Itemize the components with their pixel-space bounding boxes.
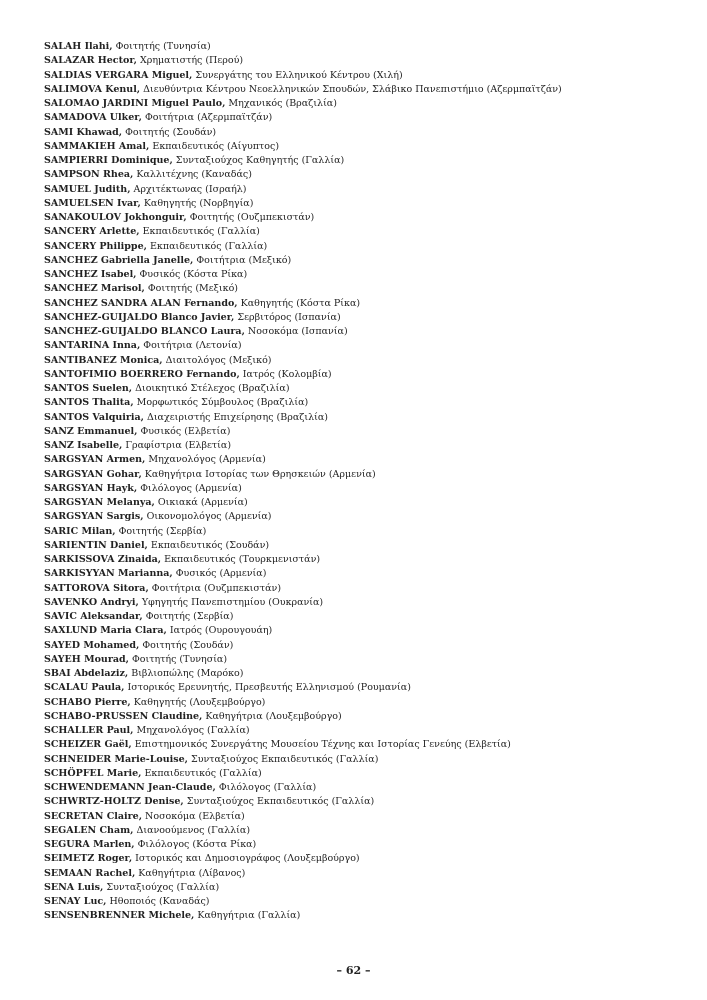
list-item	[44, 610, 684, 624]
entry-name: SCHABO Pierre,	[44, 696, 131, 708]
list-item	[44, 738, 684, 752]
list-item	[44, 653, 684, 667]
entry-description: Φοιτήτρια (Λετονία)	[140, 340, 242, 352]
entry-name: SEGURA Marlen,	[44, 839, 135, 850]
list-item	[44, 254, 684, 268]
list-item	[44, 767, 684, 781]
entry-name: SANAKOULOV Jokhonguir,	[44, 212, 187, 223]
entry-name: SALAZAR Hector,	[44, 55, 137, 67]
list-item	[44, 753, 684, 767]
entry-name: SCHNEIDER Marie-Louise,	[44, 753, 188, 765]
list-item	[44, 539, 684, 553]
entry-name: SAMPIERRI Dominique,	[44, 155, 173, 166]
entry-name: SANCHEZ Gabriella Janelle,	[44, 254, 194, 266]
entry-description: Διευθύντρια Κέντρου Νεοελληνικών Σπουδών, Σλάβικο Πανεπιστήμιο (Αζερμπαϊτζάν)	[140, 83, 562, 95]
list-item	[44, 824, 684, 838]
list-item	[44, 297, 684, 311]
list-item	[44, 510, 684, 524]
list-item	[44, 54, 684, 68]
entry-name: SBAI Abdelaziz,	[44, 668, 129, 679]
entry-description: Διαχειριστής Επιχείρησης (Βραζιλία)	[143, 411, 328, 423]
entry-description: Αρχιτέκτωνας (Ισραήλ)	[130, 183, 247, 195]
entry-description: Βιβλιοπώλης (Μαρόκο)	[128, 668, 244, 679]
entry-name: SARGSYAN Hayk,	[44, 482, 138, 494]
entry-description: Φοιτητής (Μεξικό)	[144, 283, 238, 295]
entry-name: SALIMOVA Kenul,	[44, 83, 141, 95]
list-item	[44, 795, 684, 809]
entry-name: SENA Luis,	[44, 881, 104, 893]
entry-description: Συνεργάτης του Ελληνικού Κέντρου (Χιλή)	[192, 69, 403, 81]
entry-description: Καθηγητής (Κόστα Ρίκα)	[237, 297, 361, 309]
list-item	[44, 183, 684, 197]
list-item	[44, 881, 684, 895]
list-item	[44, 696, 684, 710]
entry-description: Ιατρός (Ουρουγουάη)	[166, 625, 273, 637]
list-item	[44, 468, 684, 482]
entry-description: Φυσικός (Ελβετία)	[137, 425, 231, 437]
entry-description: Μηχανικός (Βραζιλία)	[225, 98, 337, 109]
list-item	[44, 596, 684, 610]
entry-name: SAYEH Mourad,	[44, 653, 129, 665]
list-item	[44, 867, 684, 881]
entry-description: Ιατρός (Κολομβία)	[239, 368, 332, 380]
entry-description: Φοιτήτρια (Αζερμπαϊτζάν)	[141, 112, 273, 124]
entry-description: Καθηγήτρια (Λίβανος)	[135, 867, 246, 879]
entry-description: Φοιτήτρια (Μεξικό)	[193, 254, 292, 266]
list-item	[44, 852, 684, 866]
list-item	[44, 325, 684, 339]
entry-name: SCHWRTZ-HOLTZ Denise,	[44, 796, 184, 808]
entry-description: Καθηγητής (Λουξεμβούργο)	[130, 696, 266, 708]
list-item	[44, 425, 684, 439]
entry-name: SEMAAN Rachel,	[44, 867, 136, 879]
entry-name: SAXLUND Maria Clara,	[44, 625, 167, 637]
entry-description: Φυσικός (Κόστα Ρίκα)	[136, 269, 248, 280]
list-item	[44, 311, 684, 325]
entry-name: SAMI Khawad,	[44, 126, 123, 138]
entry-name: SAVENKO Andryi,	[44, 596, 139, 608]
entry-name: SAMUELSEN Ivar,	[44, 197, 141, 209]
list-item	[44, 211, 684, 225]
entry-name: SANCHEZ-GUIJALDO BLANCO Laura,	[44, 326, 245, 337]
list-item	[44, 83, 684, 97]
entry-description: Διανοούμενος (Γαλλία)	[133, 824, 251, 836]
entry-description: Εκπαιδευτικός (Γαλλία)	[146, 240, 268, 252]
entry-description: Καλλιτέχνης (Καναδάς)	[133, 169, 252, 181]
entry-description: Εκπαιδευτικός (Σουδάν)	[147, 539, 270, 551]
list-item	[44, 710, 684, 724]
entry-description: Εκπαιδευτικός (Τουρκμενιστάν)	[161, 554, 321, 565]
entry-name: SAMPSON Rhea,	[44, 169, 134, 181]
list-item	[44, 895, 684, 909]
entry-name: SALAH Ilahi,	[44, 41, 113, 52]
entry-description: Νοσοκόμα (Ισπανία)	[244, 326, 348, 337]
entry-name: SCHÖPFEL Marie,	[44, 767, 142, 779]
list-item	[44, 567, 684, 581]
list-item	[44, 69, 684, 83]
entry-description: Νοσοκόμα (Ελβετία)	[142, 810, 245, 822]
entry-name: SARIENTIN Daniel,	[44, 539, 148, 551]
list-item	[44, 667, 684, 681]
list-item	[44, 582, 684, 596]
entry-name: SAYED Mohamed,	[44, 639, 140, 651]
entry-name: SANZ Isabelle,	[44, 440, 123, 451]
entry-description: Φοιτητής (Σουδάν)	[139, 639, 234, 651]
list-item	[44, 496, 684, 510]
entry-name: SATTOROVA Sitora,	[44, 582, 149, 594]
list-item	[44, 810, 684, 824]
entry-description: Φιλόλογος (Κόστα Ρίκα)	[134, 839, 257, 850]
entry-name: SARKISSOVA Zinaida,	[44, 554, 162, 565]
entry-name: SAMADOVA Ulker,	[44, 112, 142, 124]
list-item	[44, 140, 684, 154]
entry-name: SANTOS Thalita,	[44, 397, 134, 409]
entry-description: Φοιτητής (Τυνησία)	[112, 41, 211, 52]
entry-name: SARKISYYAN Marianna,	[44, 568, 173, 580]
entry-description: Ηθοποιός (Καναδάς)	[106, 896, 210, 907]
entry-name: SENSENBRENNER Michele,	[44, 910, 195, 922]
entry-name: SANCHEZ SANDRA ALAN Fernando,	[44, 297, 238, 309]
entry-description: Συνταξιούχος Εκπαιδευτικός (Γαλλία)	[183, 796, 375, 808]
list-item	[44, 368, 684, 382]
entry-name: SAMMAKIEH Amal,	[44, 140, 150, 152]
entry-description: Γραφίστρια (Ελβετία)	[122, 440, 232, 451]
entry-description: Φιλόλογος (Αρμενία)	[137, 482, 242, 494]
entry-description: Εκπαιδευτικός (Γαλλία)	[141, 767, 262, 779]
entry-name: SANCHEZ-GUIJALDO Blanco Javier,	[44, 311, 235, 323]
entry-description: Εκπαιδευτικός (Γαλλία)	[139, 226, 260, 238]
list-item	[44, 681, 684, 695]
list-item	[44, 553, 684, 567]
entry-name: SANCHEZ Isabel,	[44, 269, 137, 280]
list-item	[44, 154, 684, 168]
list-item	[44, 382, 684, 396]
entry-description: Οικιακά (Αρμενία)	[154, 497, 248, 508]
entry-description: Υφηγητής Πανεπιστημίου (Ουκρανία)	[138, 596, 324, 608]
entry-description: Φοιτητής (Ουζμπεκιστάν)	[186, 212, 315, 223]
entry-name: SARGSYAN Melanya,	[44, 497, 155, 508]
entry-name: SANTARINA Inna,	[44, 340, 141, 352]
list-item	[44, 439, 684, 453]
list-item	[44, 111, 684, 125]
entry-description: Διοικητικό Στέλεχος (Βραζιλία)	[132, 383, 290, 394]
list-item	[44, 396, 684, 410]
list-item	[44, 724, 684, 738]
list-item	[44, 339, 684, 353]
entry-name: SCHEIZER Gaël,	[44, 739, 132, 751]
entry-name: SCHWENDEMANN Jean-Claude,	[44, 782, 216, 793]
entry-name: SANCERY Arlette,	[44, 226, 140, 238]
entry-name: SANTOS Suelen,	[44, 383, 133, 394]
entry-description: Μηχανολόγος (Αρμενία)	[145, 454, 266, 466]
entry-name: SARGSYAN Sargis,	[44, 511, 144, 523]
list-item	[44, 482, 684, 496]
entry-description: Συνταξιούχος Καθηγητής (Γαλλία)	[172, 155, 345, 166]
entry-name: SALDIAS VERGARA Miguel,	[44, 69, 193, 81]
list-item	[44, 225, 684, 239]
entry-description: Φοιτητής (Σερβία)	[115, 525, 207, 537]
list-item	[44, 453, 684, 467]
list-item	[44, 40, 684, 54]
list-item	[44, 624, 684, 638]
entry-name: SANTIBANEZ Monica,	[44, 354, 163, 366]
list-item	[44, 197, 684, 211]
entry-description: Φοιτητής (Σερβία)	[142, 611, 234, 622]
entry-description: Μορφωτικός Σύμβουλος (Βραζιλία)	[133, 397, 309, 409]
entry-description: Καθηγητής (Νορβηγία)	[140, 197, 254, 209]
entry-description: Μηχανολόγος (Γαλλία)	[133, 725, 250, 736]
entry-name: SCHALLER Paul,	[44, 725, 134, 736]
list-item	[44, 354, 684, 368]
entry-description: Συνταξιούχος (Γαλλία)	[103, 881, 220, 893]
entry-name: SANTOFIMIO BOERRERO Fernando,	[44, 368, 240, 380]
entry-description: Φυσικός (Αρμενία)	[172, 568, 267, 580]
list-item	[44, 282, 684, 296]
entry-name: SANZ Emmanuel,	[44, 425, 138, 437]
list-item	[44, 411, 684, 425]
entry-description: Χρηματιστής (Περού)	[136, 55, 244, 67]
entry-name: SAMUEL Judith,	[44, 183, 131, 195]
entry-name: SARIC Milan,	[44, 525, 116, 537]
entry-description: Καθηγήτρια (Γαλλία)	[194, 910, 301, 922]
entry-name: SARGSYAN Armen,	[44, 454, 146, 466]
entry-name: SANTOS Valquiria,	[44, 411, 144, 423]
entry-name: SANCHEZ Marisol,	[44, 283, 145, 295]
entry-name: SENAY Luc,	[44, 896, 107, 907]
list-item	[44, 168, 684, 182]
list-item	[44, 639, 684, 653]
entry-name: SEIMETZ Roger,	[44, 853, 133, 865]
entry-name: SECRETAN Claire,	[44, 810, 143, 822]
entry-name: SANCERY Philippe,	[44, 240, 147, 252]
entry-description: Οικονομολόγος (Αρμενία)	[143, 511, 272, 523]
entry-description: Καθηγήτρια Ιστορίας των Θρησκειών (Αρμενία)	[141, 468, 376, 480]
name-list	[44, 40, 684, 924]
list-item	[44, 781, 684, 795]
entry-description: Επιστημονικός Συνεργάτης Μουσείου Τέχνης και Ιστορίας Γενεύης (Ελβετία)	[131, 739, 511, 751]
entry-description: Διαιτολόγος (Μεξικό)	[162, 354, 272, 366]
entry-name: SAVIC Aleksandar,	[44, 611, 143, 622]
entry-description: Φοιτητής (Τυνησία)	[128, 653, 228, 665]
entry-description: Ιστορικός Ερευνητής, Πρεσβευτής Ελληνισμού (Ρουμανία)	[124, 682, 411, 694]
entry-name: SARGSYAN Gohar,	[44, 468, 142, 480]
list-item	[44, 126, 684, 140]
entry-description: Ιστορικός και Δημοσιογράφος (Λουξεμβούργο)	[132, 853, 360, 865]
entry-name: SCALAU Paula,	[44, 682, 125, 694]
entry-description: Φιλόλογος (Γαλλία)	[215, 782, 317, 793]
entry-description: Εκπαιδευτικός (Αίγυπτος)	[149, 140, 280, 152]
list-item	[44, 838, 684, 852]
entry-description: Σερβιτόρος (Ισπανία)	[234, 311, 341, 323]
entry-description: Φοιτητής (Σουδάν)	[122, 126, 217, 138]
entry-description: Συνταξιούχος Εκπαιδευτικός (Γαλλία)	[187, 753, 379, 765]
entry-name: SEGALEN Cham,	[44, 824, 134, 836]
list-item	[44, 525, 684, 539]
entry-description: Φοιτήτρια (Ουζμπεκιστάν)	[148, 582, 282, 594]
page-number: – 62 –	[336, 964, 371, 977]
list-item	[44, 240, 684, 254]
entry-name: SCHABO-PRUSSEN Claudine,	[44, 710, 203, 722]
entry-name: SALOMAO JARDINI Miguel Paulo,	[44, 98, 226, 109]
entry-description: Καθηγήτρια (Λουξεμβούργο)	[202, 710, 342, 722]
list-item	[44, 909, 684, 923]
list-item	[44, 97, 684, 111]
list-item	[44, 268, 684, 282]
